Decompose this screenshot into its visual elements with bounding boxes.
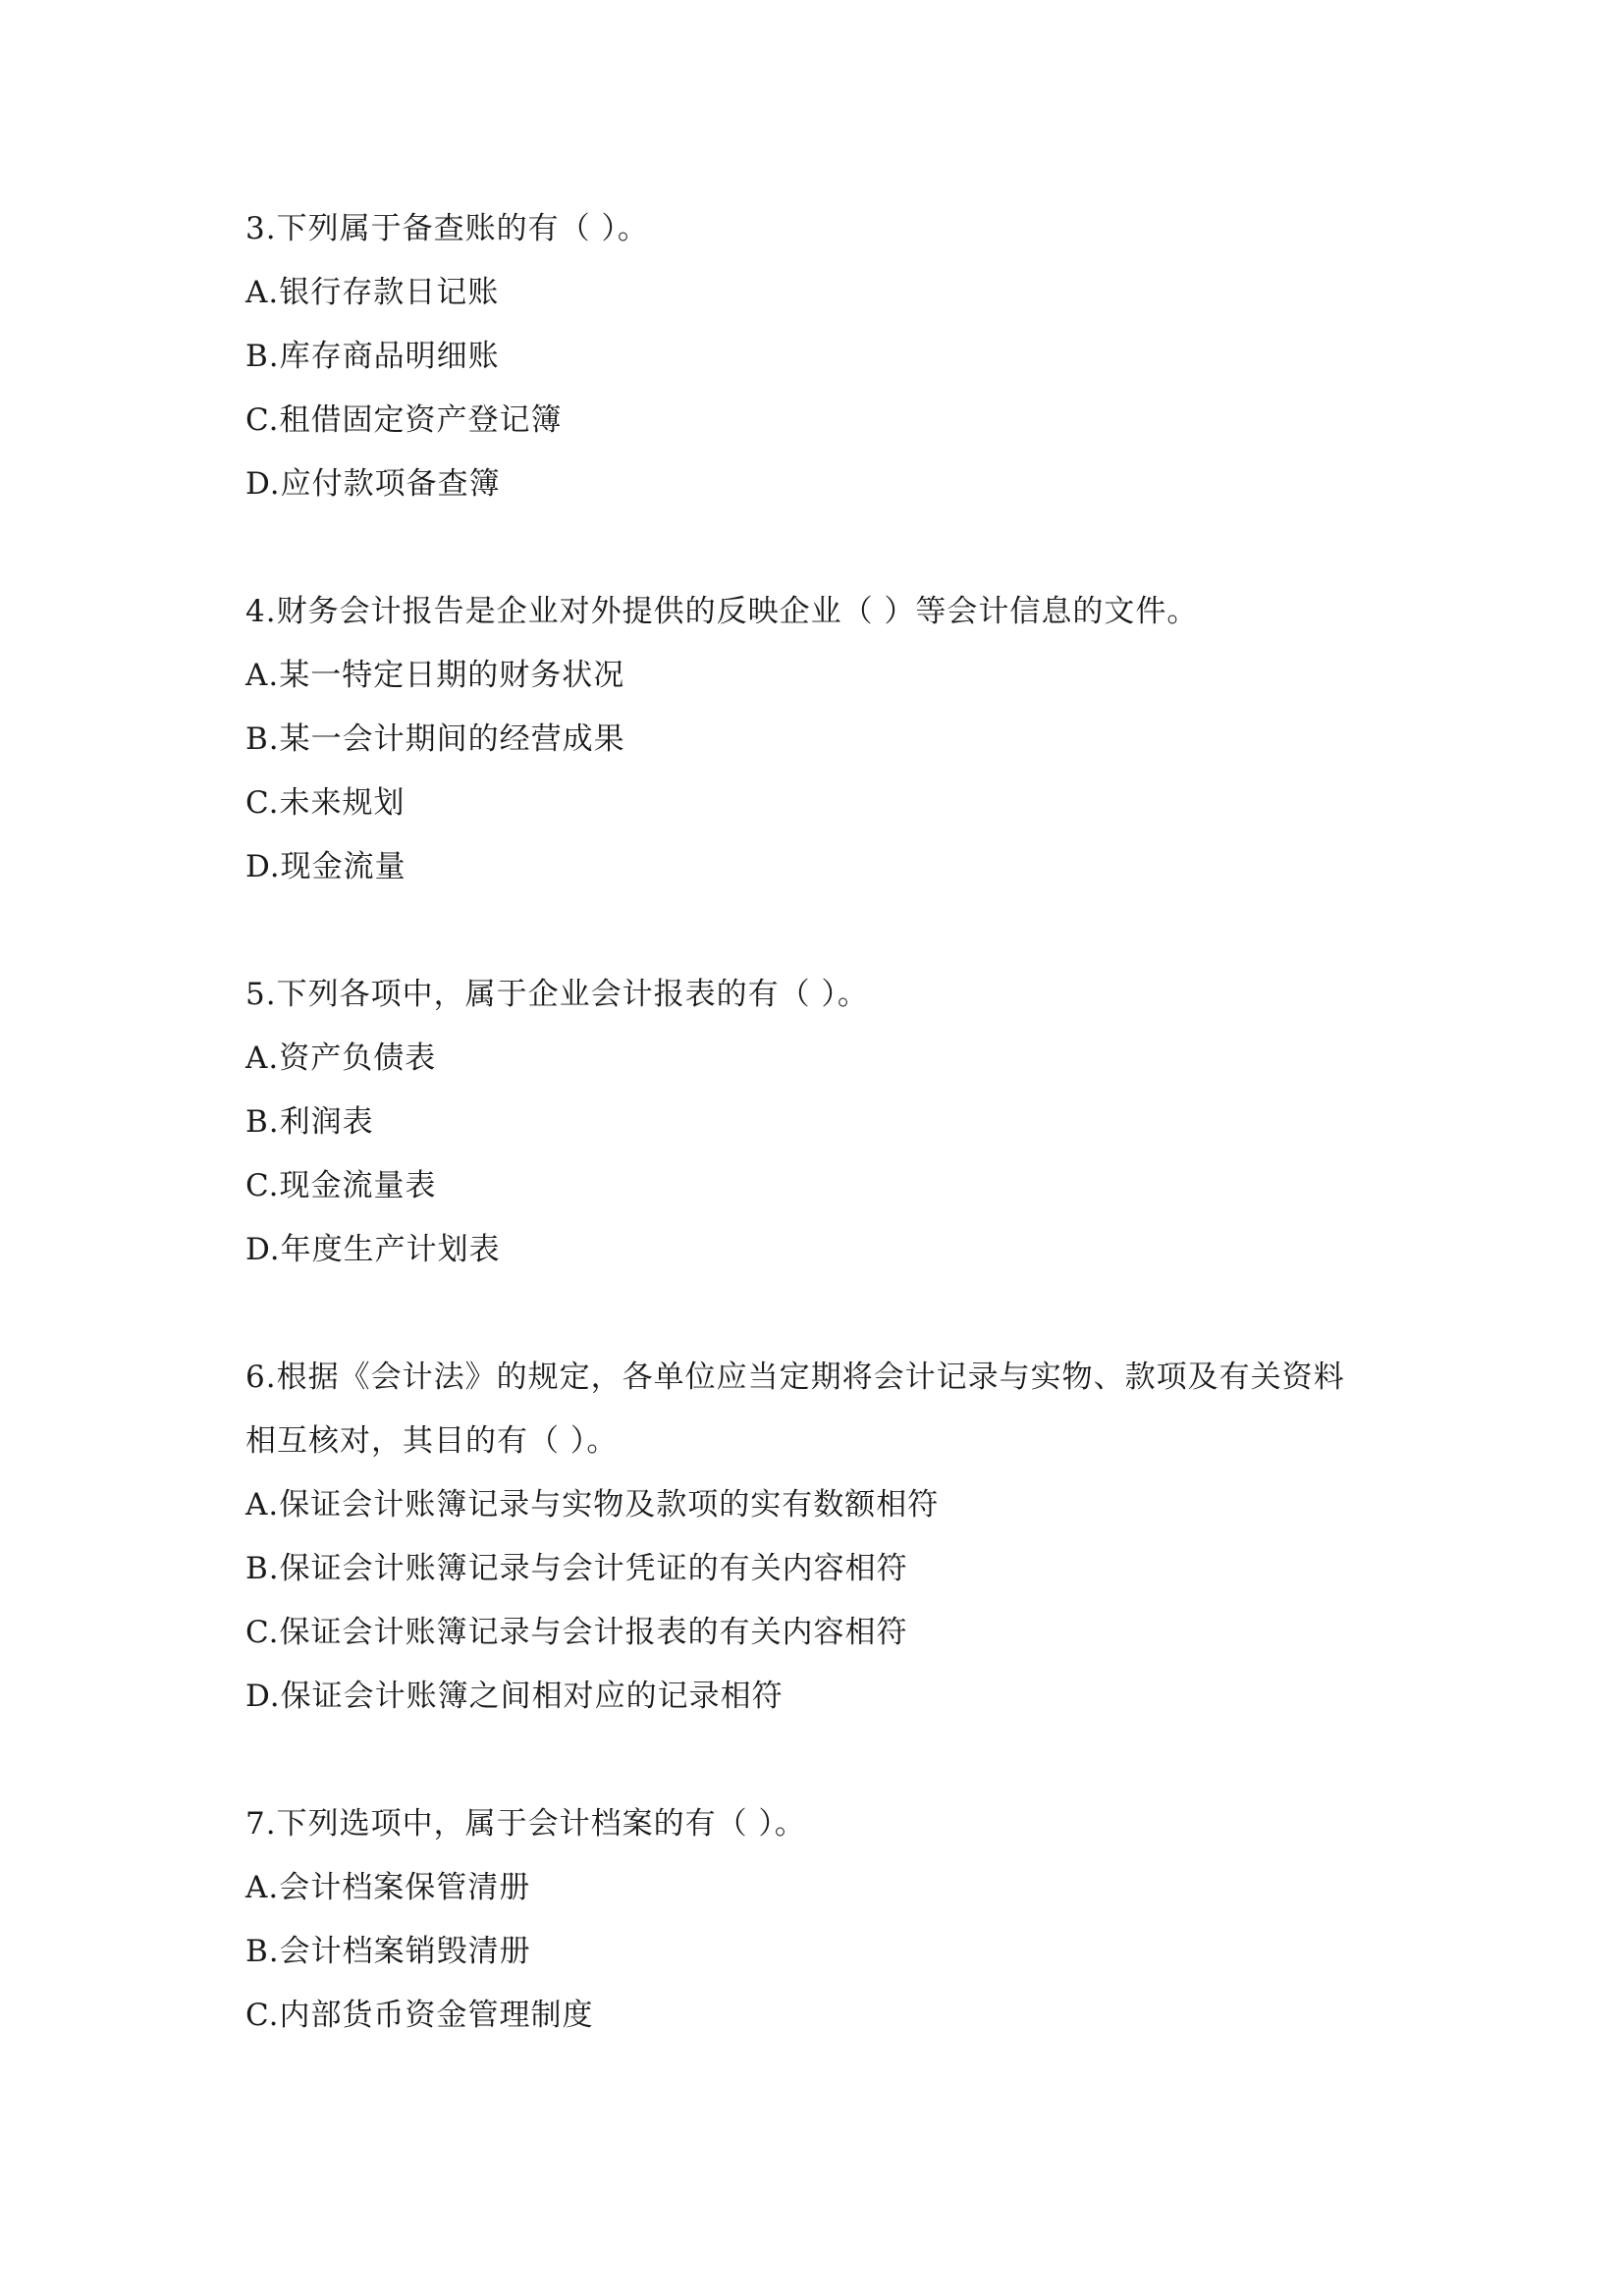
question-4-stem: 4.财务会计报告是企业对外提供的反映企业（ ）等会计信息的文件。 (245, 594, 1199, 629)
question-5-option-d: D.年度生产计划表 (245, 1232, 501, 1267)
question-3-option-b: B.库存商品明细账 (245, 339, 500, 374)
question-7-option-a: A.会计档案保管清册 (245, 1870, 531, 1905)
question-4-option-d: D.现金流量 (245, 849, 406, 884)
question-4-option-b: B.某一会计期间的经营成果 (245, 721, 625, 757)
question-6-stem-line-2: 相互核对，其目的有（ ）。 (245, 1423, 619, 1459)
question-4-option-c: C.未来规划 (245, 785, 406, 821)
question-3-option-c: C.租借固定资产登记簿 (245, 402, 563, 438)
question-5-stem: 5.下列各项中，属于企业会计报表的有（ ）。 (245, 977, 869, 1012)
question-7-option-b: B.会计档案销毁清册 (245, 1934, 531, 1969)
question-6-option-b: B.保证会计账簿记录与会计凭证的有关内容相符 (245, 1551, 908, 1586)
question-5-option-a: A.资产负债表 (245, 1041, 437, 1076)
question-3-option-a: A.银行存款日记账 (245, 275, 500, 310)
question-5-option-b: B.利润表 (245, 1104, 374, 1140)
question-4-option-a: A.某一特定日期的财务状况 (245, 658, 625, 693)
question-6-stem-line-1: 6.根据《会计法》的规定，各单位应当定期将会计记录与实物、款项及有关资料 (245, 1360, 1345, 1395)
question-3-stem: 3.下列属于备查账的有（ ）。 (245, 211, 649, 246)
question-3-option-d: D.应付款项备查簿 (245, 466, 501, 502)
question-6-option-d: D.保证会计账簿之间相对应的记录相符 (245, 1679, 784, 1714)
question-5-option-c: C.现金流量表 (245, 1168, 437, 1203)
question-7-stem: 7.下列选项中，属于会计档案的有（ ）。 (245, 1806, 806, 1842)
question-6-option-a: A.保证会计账簿记录与实物及款项的实有数额相符 (245, 1487, 940, 1522)
question-7-option-c: C.内部货币资金管理制度 (245, 1998, 594, 2033)
question-6-option-c: C.保证会计账簿记录与会计报表的有关内容相符 (245, 1615, 908, 1650)
